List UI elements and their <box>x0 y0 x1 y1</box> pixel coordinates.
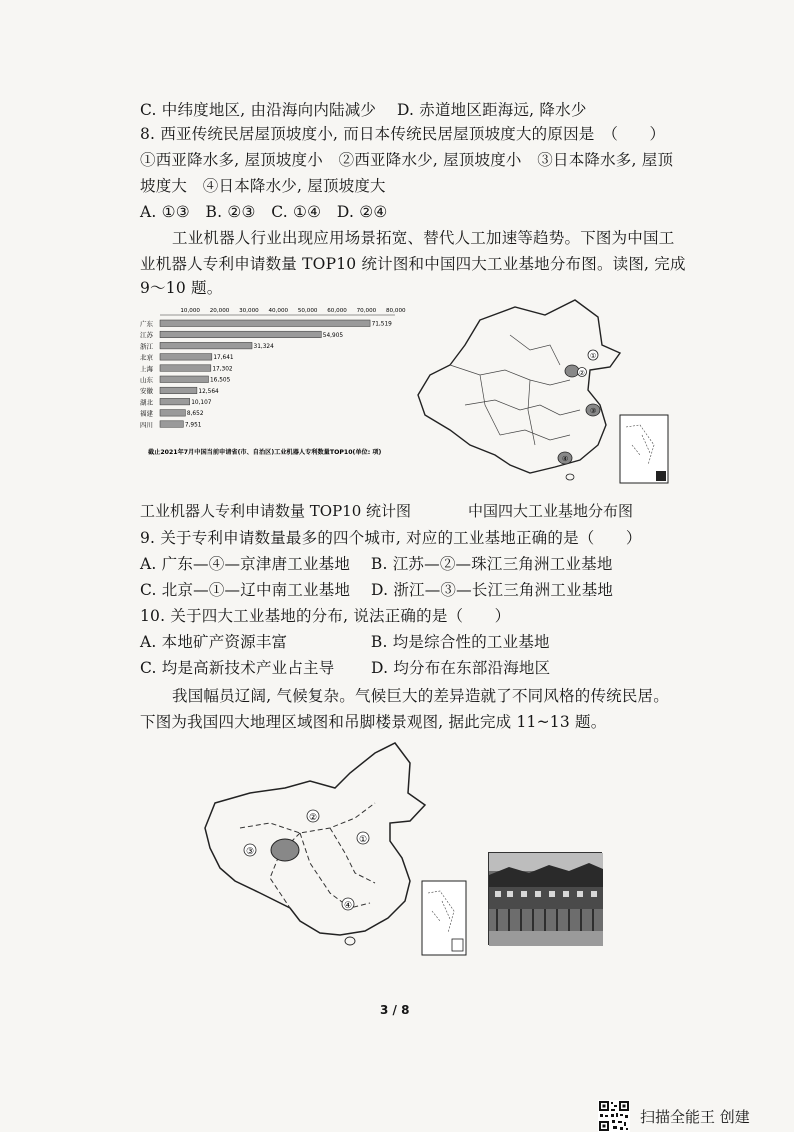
x-tick-label: 50,000 <box>297 308 318 314</box>
bar <box>160 342 252 349</box>
category-label: 上海 <box>140 364 153 373</box>
value-label: 54,905 <box>322 332 344 339</box>
map1-label-4: ④ <box>562 455 569 463</box>
map1-caption: 中国四大工业基地分布图 <box>468 502 634 520</box>
intro-paragraph-5: 下图为我国四大地理区域图和吊脚楼景观图, 据此完成 11~13 题。 <box>140 713 607 731</box>
category-label: 湖北 <box>140 398 153 407</box>
value-label: 17,641 <box>213 355 234 362</box>
qr-code-icon <box>598 1100 630 1132</box>
value-label: 12,564 <box>198 388 219 395</box>
category-label: 江苏 <box>140 331 153 340</box>
x-tick-label: 80,000 <box>386 308 406 314</box>
map2-label-4: ④ <box>344 901 353 911</box>
map2-label-2: ② <box>309 813 318 823</box>
bar <box>160 398 190 405</box>
intro-paragraph-3: 9～10 题。 <box>140 279 223 297</box>
category-label: 浙江 <box>140 342 153 351</box>
question-9: 9. 关于专利申请数量最多的四个城市, 对应的工业基地正确的是（ ） <box>140 529 642 547</box>
x-tick-label: 30,000 <box>239 308 259 314</box>
map2-label-1: ① <box>359 835 368 845</box>
question-8-options-1: ①西亚降水多, 屋顶坡度小 ②西亚降水少, 屋顶坡度小 ③日本降水多, 屋顶 <box>140 151 674 169</box>
x-tick-label: 20,000 <box>209 308 230 314</box>
china-regions-map <box>200 743 470 958</box>
intro-paragraph-2: 业机器人专利申请数量 TOP10 统计图和中国四大工业基地分布图。读图, 完成 <box>140 255 686 273</box>
question-10-options-ab: A. 本地矿产资源丰富 B. 均是综合性的工业基地 <box>140 633 550 651</box>
china-industrial-base-map <box>410 295 672 485</box>
value-label: 31,324 <box>253 344 274 350</box>
chart-caption: 工业机器人专利申请数量 TOP10 统计图 <box>140 502 412 520</box>
map2-label-3: ③ <box>246 847 255 857</box>
chart-title: 截止2021年7月中国当前申请省(市、自治区)工业机器人专利数量TOP10(单位: 项) <box>148 449 382 456</box>
bar <box>160 320 370 327</box>
question-8-choices: A. ①③ B. ②③ C. ①④ D. ②④ <box>140 203 388 221</box>
bar <box>160 354 212 361</box>
category-label: 北京 <box>140 353 153 362</box>
loess-plateau-area <box>271 839 299 861</box>
china-outline-2 <box>205 743 425 935</box>
intro-paragraph-1: 工业机器人行业出现应用场景拓宽、替代人工加速等趋势。下图为中国工 <box>172 229 675 247</box>
bar <box>160 365 211 372</box>
category-label: 广东 <box>140 320 153 328</box>
x-tick-label: 40,000 <box>268 308 289 314</box>
scanner-watermark: 扫描全能王 创建 <box>640 1108 750 1126</box>
bar <box>160 387 197 394</box>
category-label: 福建 <box>140 409 153 418</box>
category-label: 安徽 <box>140 387 153 396</box>
patent-bar-chart <box>140 302 406 472</box>
question-8: 8. 西亚传统民居屋顶坡度小, 而日本传统民居屋顶坡度大的原因是 （ ） <box>140 125 666 143</box>
question-9-options-ab: A. 广东—④—京津唐工业基地 B. 江苏—②—珠江三角洲工业基地 <box>140 555 613 573</box>
x-tick-label: 70,000 <box>356 308 377 314</box>
south-sea-inset-2 <box>422 881 466 955</box>
question-10-options-cd: C. 均是高新技术产业占主导 D. 均分布在东部沿海地区 <box>140 659 551 677</box>
bar <box>160 376 208 383</box>
bar <box>160 421 183 428</box>
option-line-c-d: C. 中纬度地区, 由沿海向内陆减少 D. 赤道地区距海远, 降水少 <box>140 101 587 119</box>
map1-label-1: ① <box>590 352 597 360</box>
bar <box>160 410 185 417</box>
map1-label-3: ③ <box>590 407 597 415</box>
bar <box>160 331 321 338</box>
page-number: 3 / 8 <box>380 1003 410 1017</box>
question-8-options-2: 坡度大 ④日本降水少, 屋顶坡度大 <box>140 177 386 195</box>
base-area-north <box>565 365 579 377</box>
value-label: 8,652 <box>186 411 204 418</box>
value-label: 17,302 <box>212 366 233 373</box>
question-10: 10. 关于四大工业基地的分布, 说法正确的是（ ） <box>140 607 511 625</box>
value-label: 16,505 <box>209 377 231 384</box>
stilt-house-photo <box>488 852 602 945</box>
category-label: 四川 <box>140 420 153 429</box>
intro-paragraph-4: 我国幅员辽阔, 气候复杂。气候巨大的差异造就了不同风格的传统民居。 <box>172 687 669 705</box>
value-label: 7,951 <box>184 422 202 429</box>
question-9-options-cd: C. 北京—①—辽中南工业基地 D. 浙江—③—长江三角洲工业基地 <box>140 581 614 599</box>
china-outline <box>418 300 620 473</box>
map1-label-2: ② <box>579 369 585 377</box>
category-label: 山东 <box>140 376 153 384</box>
x-tick-label: 10,000 <box>180 308 200 314</box>
x-tick-label: 60,000 <box>327 308 347 314</box>
value-label: 10,107 <box>191 400 212 406</box>
value-label: 71,519 <box>371 321 392 328</box>
